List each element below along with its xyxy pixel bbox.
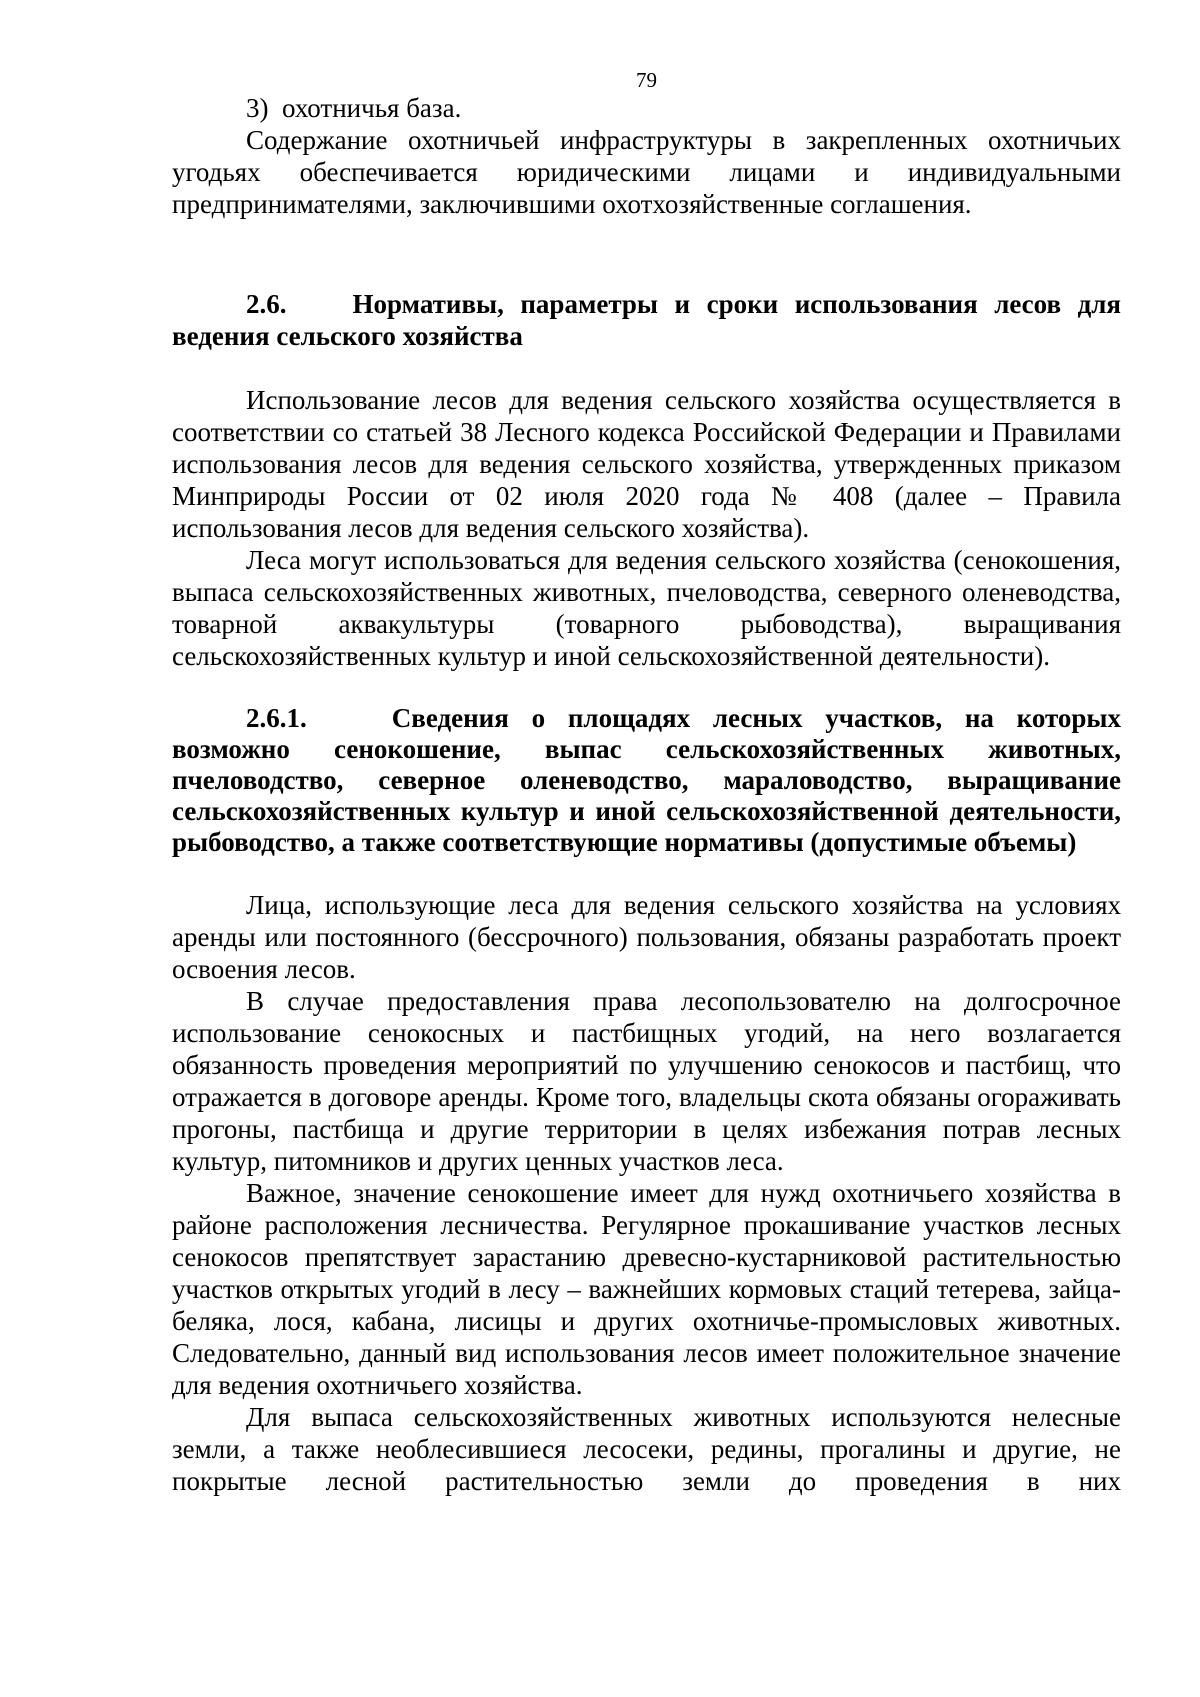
- paragraph-agriculture-types: Леса могут использоваться для ведения сельского хозяйства (сенокошения, выпаса сельскохозяйственных животных, пчеловодства, северного оленеводства, товарной аквакультуры (товарного рыбоводства), выращивания сельскохозяйственных культур и иной сельскохозяйственной деятельности).: [172, 545, 1121, 671]
- paragraph-forest-use-rules: Использование лесов для ведения сельского хозяйства осуществляется в соответствии со статьей 38 Лесного кодекса Российской Федерации и Правилами использования лесов для ведения сельского хозяйства, утвержденных приказом Минприроды России от 02 июля 2020 года № 408 (далее – Правила использования лесов для ведения сельского хозяйства).: [172, 385, 1121, 543]
- section-title: Нормативы, параметры и сроки использования лесов для ведения сельского хозяйства: [172, 289, 1121, 351]
- paragraph-grazing-lands: Для выпаса сельскохозяйственных животных используются нелесные земли, а также необлесившиеся лесосеки, редины, прогалины и другие, не покрытые лесной растительностью земли до проведения в них: [172, 1402, 1121, 1496]
- paragraph-hunting-infrastructure: Содержание охотничьей инфраструктуры в закрепленных охотничьих угодьях обеспечивается юридическими лицами и индивидуальными предпринимателями, заключившими охотхозяйственные соглашения.: [172, 125, 1121, 219]
- section-heading-2-6-1: [172, 703, 1121, 858]
- page-number: 79: [636, 68, 657, 92]
- section-number: 2.6.: [246, 289, 287, 319]
- section-title: Сведения о площадях лесных участков, на которых возможно сенокошение, выпас сельскохозяйственных животных, пчеловодство, северное оленеводство, мараловодство, выращивание сельскохозяйственных культур и иной сельскохозяйственной деятельности, рыбоводство, а также соответствующие нормативы (допустимые объемы): [172, 703, 1122, 857]
- paragraph-long-term-use: В случае предоставления права лесопользователю на долгосрочное использование сенокосных и пастбищных угодий, на него возлагается обязанность проведения мероприятий по улучшению сенокосов и пастбищ, что отражается в договоре аренды. Кроме того, владельцы скота обязаны огораживать прогоны, пастбища и другие территории в целях избежания потрав лесных культур, питомников и других ценных участков леса.: [172, 986, 1121, 1176]
- list-item-hunting-base: 3) охотничья база.: [246, 93, 462, 123]
- section-number: 2.6.1.: [246, 703, 307, 733]
- paragraph-haymaking-importance: Важное, значение сенокошение имеет для нужд охотничьего хозяйства в районе расположения лесничества. Регулярное прокашивание участков лесных сенокосов препятствует зарастанию древесно-кустарниковой растительностью участков открытых угодий в лесу – важнейших кормовых стаций тетерева, зайца-беляка, лося, кабана, лисицы и других охотничье-промысловых животных. Следовательно, данный вид использования лесов имеет положительное значение для ведения охотничьего хозяйства.: [172, 1178, 1121, 1400]
- section-heading-2-6: [172, 288, 1121, 352]
- document-page: [172, 68, 1121, 1497]
- paragraph-development-project: Лица, использующие леса для ведения сельского хозяйства на условиях аренды или постоянного (бессрочного) пользования, обязаны разработать проект освоения лесов.: [172, 890, 1121, 984]
